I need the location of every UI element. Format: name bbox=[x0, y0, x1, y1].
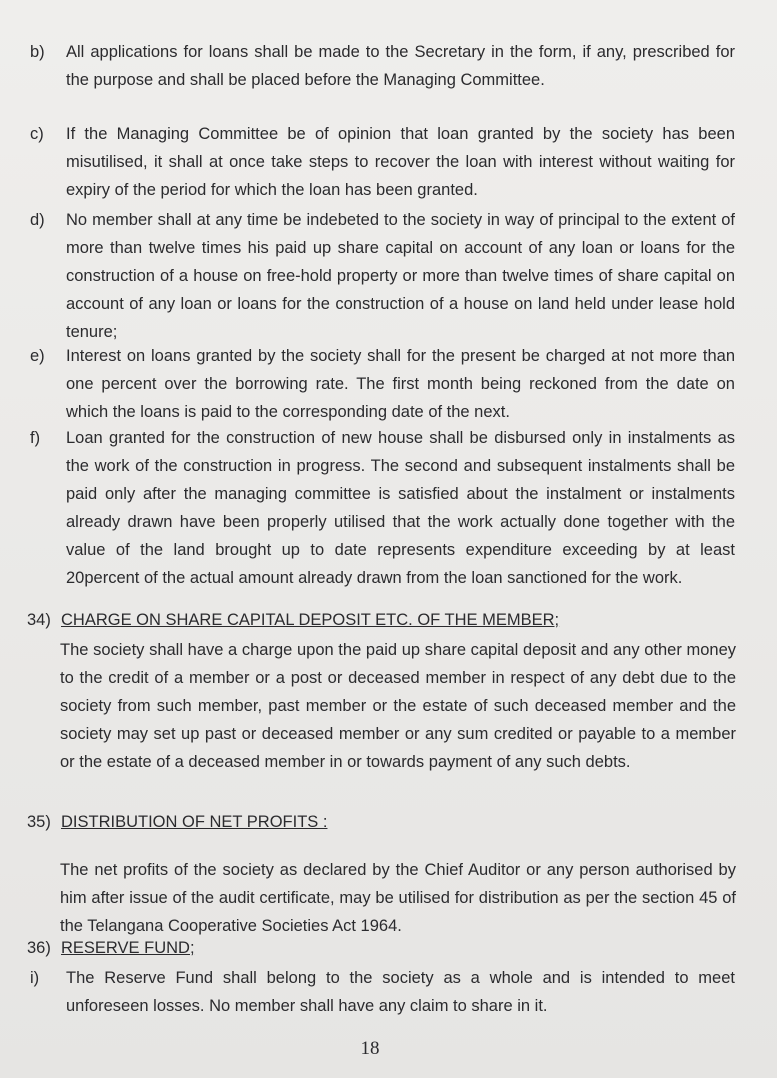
page-number: 18 bbox=[360, 1038, 380, 1059]
section-heading: DISTRIBUTION OF NET PROFITS : bbox=[61, 813, 328, 831]
clause-d bbox=[30, 206, 735, 346]
section-36-heading bbox=[27, 934, 737, 962]
clause-f bbox=[30, 424, 735, 592]
section-number: 35) bbox=[27, 813, 51, 831]
clause-text: All applications for loans shall be made to the Secretary in the form, if any, prescribed for the purpose and shall be placed before the Managing Committee. bbox=[66, 43, 735, 89]
clause-e bbox=[30, 342, 735, 426]
clause-text: Interest on loans granted by the society shall for the present be charged at not more than one percent over the borrowing rate. The first month being reckoned from the date on which the loans is paid to the corresponding date of the next. bbox=[66, 347, 735, 421]
clause-text: If the Managing Committee be of opinion that loan granted by the society has been misutilised, it shall at once take steps to recover the loan with interest without waiting for expiry of the period for which the loan has been granted. bbox=[66, 125, 735, 199]
clause-label: c) bbox=[30, 125, 44, 143]
section-number: 36) bbox=[27, 939, 51, 957]
section-heading: CHARGE ON SHARE CAPITAL DEPOSIT ETC. OF THE MEMBER; bbox=[61, 611, 560, 629]
section-34-heading bbox=[27, 606, 737, 634]
section-34-body: The society shall have a charge upon the paid up share capital deposit and any other money to the credit of a member or a post or deceased member in respect of any debt due to the society from such member, past member or the estate of such deceased member and the society may set up past or deceased member or any sum credited or payable to a member or the estate of a deceased member in or towards payment of any such debts. bbox=[60, 641, 736, 771]
clause-label: e) bbox=[30, 347, 45, 365]
section-heading: RESERVE FUND; bbox=[61, 939, 195, 957]
clause-label: f) bbox=[30, 429, 41, 447]
section-35-heading bbox=[27, 808, 737, 836]
section-35-body: The net profits of the society as declared by the Chief Auditor or any person authorised by him after issue of the audit certificate, may be utilised for distribution as per the section 45 of the Telangana Cooperative Societies Act 1964. bbox=[60, 861, 736, 935]
clause-text: No member shall at any time be indebeted to the society in way of principal to the extent of more than twelve times his paid up share capital on account of any loan or loans for the construction of a house on free-hold property or more than twelve times of share capital on account of any loan or loans for the construction of a house on land held under lease hold tenure; bbox=[66, 211, 735, 341]
clause-text: The Reserve Fund shall belong to the society as a whole and is intended to meet unforeseen losses. No member shall have any claim to share in it. bbox=[66, 969, 735, 1015]
clause-label: b) bbox=[30, 43, 45, 61]
clause-i bbox=[30, 964, 735, 1020]
clause-c bbox=[30, 120, 735, 204]
section-number: 34) bbox=[27, 611, 51, 629]
clause-label: d) bbox=[30, 211, 45, 229]
clause-label: i) bbox=[30, 969, 40, 987]
clause-text: Loan granted for the construction of new house shall be disbursed only in instalments as the work of the construction in progress. The second and subsequent instalments shall be paid only after the managing committee is satisfied about the instalment or instalments already drawn have been properly utilised that the work actually done together with the value of the land brought up to date represents expenditure exceeding by at least 20percent of the actual amount already drawn from the loan sanctioned for the work. bbox=[66, 429, 735, 587]
clause-b bbox=[30, 38, 735, 94]
